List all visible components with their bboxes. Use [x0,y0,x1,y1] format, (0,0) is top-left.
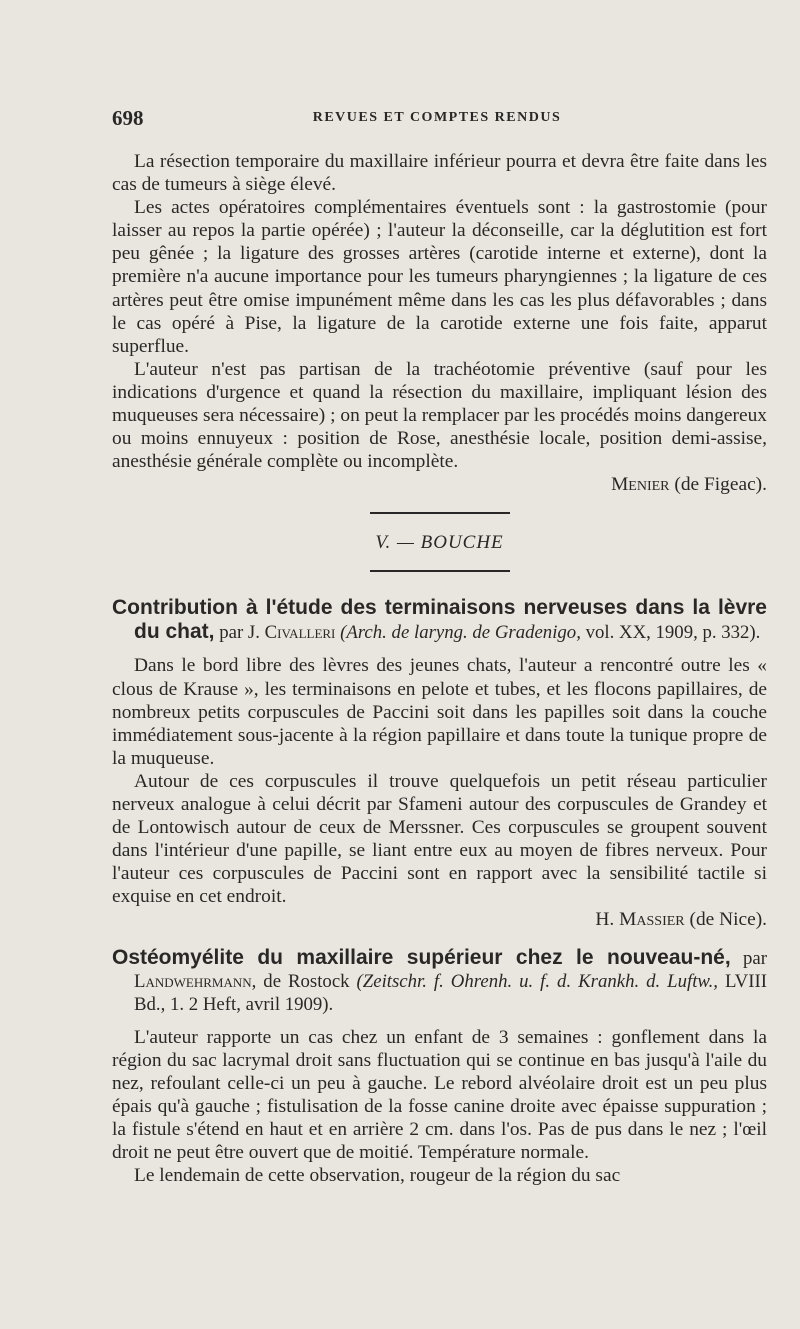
signature-place: (de Figeac). [674,474,767,496]
article-reference: LVIII Bd., 1. 2 Heft, avril 1909). [134,970,768,1015]
paragraph-lendemain: Le lendemain de cette observation, rougeur de la région du sac [134,1165,621,1187]
signature-name: Massier [619,909,685,931]
divider-top [370,512,510,514]
divider-bottom [370,570,510,572]
paragraph-resection: La résection temporaire du maxillaire inférieur pourra et devra être faite dans les cas de tumeurs à siège élevé. [112,151,767,196]
article-source: (Arch. de laryng. de Gradenigo, [340,622,581,644]
paragraph-tracheotomie-text: L'auteur n'est pas partisan de la trachéotomie préventive (sauf pour les indications d'urgence et quand la résection du maxillaire, impliquant lésion des muqueuses sera nécessaire) ; on peut la remplacer par les procédés moins dangereux ou moins ennuyeux : position de Rose, anesthésie locale, position demi-assise, anesthésie générale complète ou incomplète. [112,358,767,473]
article-by: par J. [219,622,260,644]
article-reference: vol. XX, 1909, p. 332). [585,622,761,644]
running-title: REVUES ET COMPTES RENDUS [312,110,562,125]
section-heading: V. — BOUCHE [375,532,504,554]
article-by: par [743,947,767,969]
article-title: Contribution à l'étude des terminaisons nerveuses dans la lèvre du chat, [112,596,767,644]
paragraph-corpuscules: Autour de ces corpuscules il trouve quelquefois un petit réseau particulier nerveux analogue à celui décrit par Sfameni autour des corpuscules de Grandey et de Lontowisch autour de ceux de Merssner. Ces corpuscules se groupent souvent dans l'intérieur d'une papille, se liant entre eux au moyen de fibres nerveux. Pour l'auteur ces corpuscules de Paccini sont en rapport avec la sensibilité tactile si exquise en cet endroit. [112,770,767,908]
article-author: Landwehrmann, [134,970,257,992]
article-author: Civalleri [264,622,336,644]
article-heading-contribution [112,596,767,644]
paragraph-actes-operatoires: Les actes opératoires complémentaires éventuels sont : la gastrostomie (pour laisser au repos la partie opérée) ; l'auteur la déconseille, car la déglutition est fort peu gênée ; la ligature des grosses artères (carotide interne et externe), dont la première n'a aucune importance pour les tumeurs pharyngiennes ; la ligature de ces artères peut être omise impunément même dans les cas les plus défavorables ; dans le cas opéré à Pise, la ligature de la carotide externe une fois faite, apparut superflue. [112,197,767,357]
page-number: 698 [112,106,144,130]
signature-menier [112,473,767,496]
signature-place: (de Nice). [689,909,767,931]
article-title: Ostéomyélite du maxillaire supérieur chez le nouveau-né, [112,945,731,969]
article-heading-osteomyelite [112,946,767,1016]
paragraph-cas-enfant: L'auteur rapporte un cas chez un enfant de 3 semaines : gonflement dans la région du sac lacrymal droit sans fluctuation qui se continue en bas jusqu'à l'aile du nez, refoulant celle-ci un peu à gauche. Le rebord alvéolaire droit est un peu plus épais qu'à gauche ; fistulisation de la fosse canine droite avec épaisse suppuration ; la fistule s'étend en haut et en arrière 2 cm. dans l'os. Pas de pus dans le nez ; l'œil droit ne peut être ouvert que de moitié. Température normale. [112,1026,767,1163]
page-content [112,150,767,1187]
paragraph-tracheotomie [112,358,767,473]
signature-massier [112,908,767,931]
signature-name: Menier [611,474,670,496]
page-header [112,106,762,132]
article-location: de Rostock [263,970,350,992]
signature-initial: H. [595,909,615,931]
article-source: (Zeitschr. f. Ohrenh. u. f. d. Krankh. d. Luftw., [356,970,718,992]
paragraph-levres: Dans le bord libre des lèvres des jeunes chats, l'auteur a rencontré outre les « clous de Krause », les terminaisons en pelote et tubes, et les flocons papillaires, de nombreux petits corpuscules de Paccini soit dans les papilles soit dans la couche immédiatement sous-jacente à la région papillaire et dans toute la tunique propre de la muqueuse. [112,655,767,769]
